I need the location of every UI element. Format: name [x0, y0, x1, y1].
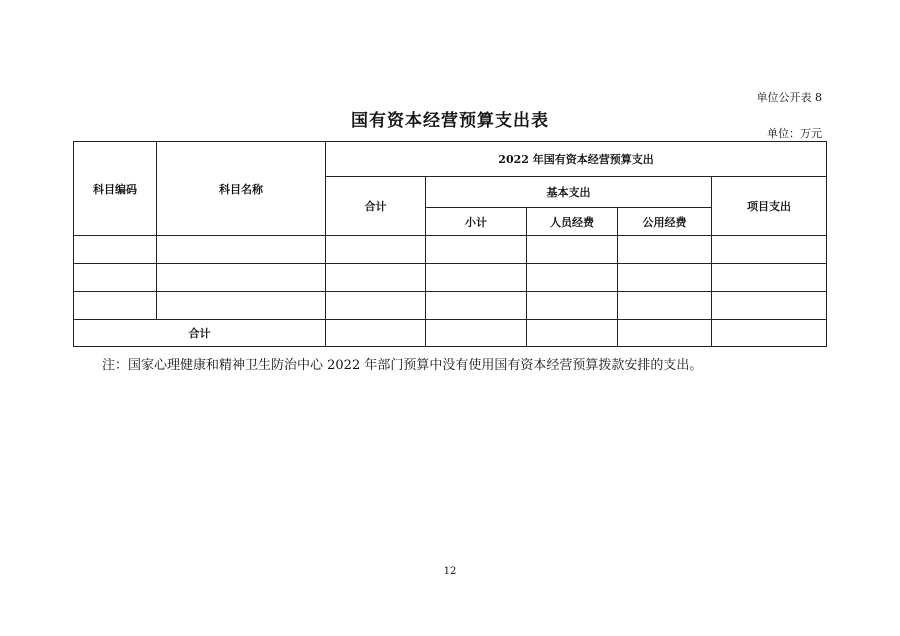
header-project-expenditure: 项目支出	[712, 177, 827, 236]
cell	[618, 292, 712, 320]
cell	[618, 236, 712, 264]
header-public: 公用经费	[618, 208, 712, 236]
cell	[618, 264, 712, 292]
cell	[712, 236, 827, 264]
cell	[74, 292, 157, 320]
cell	[527, 236, 618, 264]
cell	[426, 320, 527, 347]
cell	[527, 264, 618, 292]
header-group-expenditure: 2022 年国有资本经营预算支出	[326, 142, 827, 177]
header-basic-expenditure: 基本支出	[426, 177, 712, 208]
cell	[618, 320, 712, 347]
cell	[326, 236, 426, 264]
total-row	[74, 320, 827, 347]
cell	[527, 292, 618, 320]
cell	[712, 292, 827, 320]
table-label: 单位公开表 8	[756, 91, 822, 104]
header-subject-code: 科目编码	[74, 142, 157, 236]
header-total: 合计	[326, 177, 426, 236]
header-subtotal: 小计	[426, 208, 527, 236]
unit-label: 单位：万元	[767, 127, 822, 140]
cell	[426, 236, 527, 264]
table-row	[74, 264, 827, 292]
table-row	[74, 236, 827, 264]
cell	[326, 264, 426, 292]
cell	[326, 320, 426, 347]
cell	[426, 292, 527, 320]
budget-table	[73, 141, 827, 347]
footnote: 注：国家心理健康和精神卫生防治中心 2022 年部门预算中没有使用国有资本经营预算拨款安排的支出。	[102, 358, 703, 373]
cell	[712, 320, 827, 347]
cell	[527, 320, 618, 347]
cell	[426, 264, 527, 292]
header-subject-name: 科目名称	[157, 142, 326, 236]
table-row	[74, 292, 827, 320]
header-personnel: 人员经费	[527, 208, 618, 236]
cell	[157, 264, 326, 292]
header-row-1	[74, 142, 827, 177]
page-title: 国有资本经营预算支出表	[351, 111, 549, 131]
cell	[712, 264, 827, 292]
page-number: 12	[443, 566, 457, 577]
cell	[74, 264, 157, 292]
cell	[326, 292, 426, 320]
cell	[157, 236, 326, 264]
total-label: 合计	[74, 320, 326, 347]
cell	[157, 292, 326, 320]
cell	[74, 236, 157, 264]
